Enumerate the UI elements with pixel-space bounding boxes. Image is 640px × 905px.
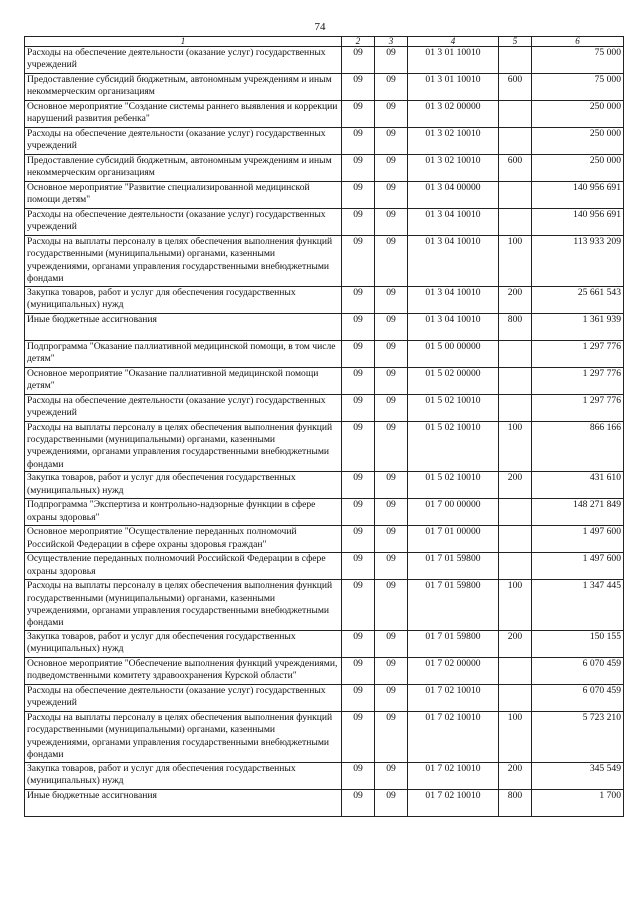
table-row bbox=[25, 394, 624, 421]
table-row bbox=[25, 711, 624, 762]
row-subsection-cell: 09 bbox=[375, 684, 408, 711]
row-amount-cell: 1 497 600 bbox=[532, 526, 624, 553]
row-name-cell: Осуществление переданных полномочий Российской Федерации в сфере охраны здоровья bbox=[25, 553, 342, 580]
table-row bbox=[25, 155, 624, 182]
row-expense-type-cell bbox=[499, 47, 532, 74]
row-subsection-cell: 09 bbox=[375, 657, 408, 684]
row-section-cell: 09 bbox=[342, 74, 375, 101]
column-header-target-article: 4 bbox=[408, 37, 499, 47]
row-expense-type-cell bbox=[499, 553, 532, 580]
row-expense-type-cell bbox=[499, 101, 532, 128]
row-expense-type-cell bbox=[499, 684, 532, 711]
table-row bbox=[25, 684, 624, 711]
row-amount-cell: 113 933 209 bbox=[532, 236, 624, 287]
row-expense-type-cell: 200 bbox=[499, 630, 532, 657]
row-name-cell: Закупка товаров, работ и услуг для обеспечения государственных (муниципальных) нужд bbox=[25, 286, 342, 313]
row-amount-cell: 1 347 445 bbox=[532, 580, 624, 631]
row-section-cell: 09 bbox=[342, 367, 375, 394]
row-section-cell: 09 bbox=[342, 684, 375, 711]
row-section-cell: 09 bbox=[342, 657, 375, 684]
row-subsection-cell: 09 bbox=[375, 155, 408, 182]
row-amount-cell: 6 070 459 bbox=[532, 684, 624, 711]
row-section-cell: 09 bbox=[342, 209, 375, 236]
row-target-article-cell: 01 7 02 00000 bbox=[408, 657, 499, 684]
row-amount-cell: 1 297 776 bbox=[532, 367, 624, 394]
row-name-cell: Иные бюджетные ассигнования bbox=[25, 789, 342, 816]
row-subsection-cell: 09 bbox=[375, 711, 408, 762]
row-section-cell: 09 bbox=[342, 236, 375, 287]
row-name-cell: Подпрограмма "Оказание паллиативной медицинской помощи, в том числе детям" bbox=[25, 340, 342, 367]
row-subsection-cell: 09 bbox=[375, 394, 408, 421]
row-subsection-cell: 09 bbox=[375, 762, 408, 789]
column-header-section: 2 bbox=[342, 37, 375, 47]
row-section-cell: 09 bbox=[342, 394, 375, 421]
row-target-article-cell: 01 7 01 00000 bbox=[408, 526, 499, 553]
row-name-cell: Основное мероприятие "Оказание паллиативной медицинской помощи детям" bbox=[25, 367, 342, 394]
table-row bbox=[25, 313, 624, 340]
row-name-cell: Подпрограмма "Экспертиза и контрольно-надзорные функции в сфере охраны здоровья" bbox=[25, 499, 342, 526]
row-target-article-cell: 01 3 01 10010 bbox=[408, 74, 499, 101]
row-expense-type-cell: 100 bbox=[499, 580, 532, 631]
row-expense-type-cell: 600 bbox=[499, 155, 532, 182]
row-section-cell: 09 bbox=[342, 47, 375, 74]
row-expense-type-cell: 100 bbox=[499, 711, 532, 762]
row-section-cell: 09 bbox=[342, 762, 375, 789]
table-header-row bbox=[25, 37, 624, 47]
row-name-cell: Закупка товаров, работ и услуг для обеспечения государственных (муниципальных) нужд bbox=[25, 762, 342, 789]
row-subsection-cell: 09 bbox=[375, 313, 408, 340]
row-name-cell: Расходы на обеспечение деятельности (оказание услуг) государственных учреждений bbox=[25, 394, 342, 421]
row-name-cell: Расходы на выплаты персоналу в целях обеспечения выполнения функций государственными (муниципальными) органами, казенными учреждениями, органами управления государственными внебюджетными фондами bbox=[25, 421, 342, 472]
row-amount-cell: 1 497 600 bbox=[532, 553, 624, 580]
row-expense-type-cell bbox=[499, 182, 532, 209]
row-target-article-cell: 01 3 04 00000 bbox=[408, 182, 499, 209]
row-subsection-cell: 09 bbox=[375, 182, 408, 209]
row-amount-cell: 345 549 bbox=[532, 762, 624, 789]
row-subsection-cell: 09 bbox=[375, 74, 408, 101]
row-subsection-cell: 09 bbox=[375, 630, 408, 657]
row-subsection-cell: 09 bbox=[375, 499, 408, 526]
row-amount-cell: 75 000 bbox=[532, 74, 624, 101]
row-amount-cell: 5 723 210 bbox=[532, 711, 624, 762]
row-subsection-cell: 09 bbox=[375, 209, 408, 236]
row-target-article-cell: 01 3 02 10010 bbox=[408, 128, 499, 155]
row-expense-type-cell bbox=[499, 367, 532, 394]
table-row bbox=[25, 182, 624, 209]
row-subsection-cell: 09 bbox=[375, 128, 408, 155]
table-row bbox=[25, 236, 624, 287]
row-subsection-cell: 09 bbox=[375, 286, 408, 313]
row-section-cell: 09 bbox=[342, 286, 375, 313]
row-amount-cell: 25 661 543 bbox=[532, 286, 624, 313]
row-amount-cell: 140 956 691 bbox=[532, 209, 624, 236]
row-amount-cell: 140 956 691 bbox=[532, 182, 624, 209]
row-subsection-cell: 09 bbox=[375, 367, 408, 394]
row-expense-type-cell: 800 bbox=[499, 313, 532, 340]
row-section-cell: 09 bbox=[342, 553, 375, 580]
row-subsection-cell: 09 bbox=[375, 553, 408, 580]
row-amount-cell: 6 070 459 bbox=[532, 657, 624, 684]
row-expense-type-cell bbox=[499, 526, 532, 553]
row-amount-cell: 250 000 bbox=[532, 128, 624, 155]
row-target-article-cell: 01 7 02 10010 bbox=[408, 684, 499, 711]
row-subsection-cell: 09 bbox=[375, 101, 408, 128]
row-section-cell: 09 bbox=[342, 182, 375, 209]
row-target-article-cell: 01 3 04 10010 bbox=[408, 236, 499, 287]
row-subsection-cell: 09 bbox=[375, 789, 408, 816]
table-row bbox=[25, 762, 624, 789]
row-amount-cell: 866 166 bbox=[532, 421, 624, 472]
column-header-name: 1 bbox=[25, 37, 342, 47]
row-amount-cell: 1 297 776 bbox=[532, 340, 624, 367]
row-name-cell: Иные бюджетные ассигнования bbox=[25, 313, 342, 340]
row-amount-cell: 250 000 bbox=[532, 101, 624, 128]
row-section-cell: 09 bbox=[342, 526, 375, 553]
budget-table bbox=[24, 36, 624, 817]
row-expense-type-cell: 800 bbox=[499, 789, 532, 816]
table-row bbox=[25, 580, 624, 631]
row-target-article-cell: 01 7 01 59800 bbox=[408, 630, 499, 657]
row-name-cell: Закупка товаров, работ и услуг для обеспечения государственных (муниципальных) нужд bbox=[25, 472, 342, 499]
row-amount-cell: 1 297 776 bbox=[532, 394, 624, 421]
row-amount-cell: 1 361 939 bbox=[532, 313, 624, 340]
row-expense-type-cell bbox=[499, 499, 532, 526]
row-amount-cell: 75 000 bbox=[532, 47, 624, 74]
column-header-subsection: 3 bbox=[375, 37, 408, 47]
row-target-article-cell: 01 3 02 10010 bbox=[408, 155, 499, 182]
row-subsection-cell: 09 bbox=[375, 340, 408, 367]
row-section-cell: 09 bbox=[342, 630, 375, 657]
row-target-article-cell: 01 5 02 10010 bbox=[408, 421, 499, 472]
row-section-cell: 09 bbox=[342, 472, 375, 499]
row-target-article-cell: 01 3 02 00000 bbox=[408, 101, 499, 128]
table-row bbox=[25, 340, 624, 367]
row-section-cell: 09 bbox=[342, 421, 375, 472]
row-target-article-cell: 01 3 04 10010 bbox=[408, 209, 499, 236]
table-row bbox=[25, 789, 624, 816]
table-row bbox=[25, 47, 624, 74]
row-subsection-cell: 09 bbox=[375, 47, 408, 74]
row-expense-type-cell bbox=[499, 209, 532, 236]
row-name-cell: Расходы на обеспечение деятельности (оказание услуг) государственных учреждений bbox=[25, 128, 342, 155]
table-row bbox=[25, 209, 624, 236]
row-name-cell: Расходы на выплаты персоналу в целях обеспечения выполнения функций государственными (муниципальными) органами, казенными учреждениями, органами управления государственными внебюджетными фондами bbox=[25, 236, 342, 287]
row-target-article-cell: 01 3 01 10010 bbox=[408, 47, 499, 74]
row-name-cell: Основное мероприятие "Развитие специализированной медицинской помощи детям" bbox=[25, 182, 342, 209]
table-row bbox=[25, 472, 624, 499]
row-amount-cell: 150 155 bbox=[532, 630, 624, 657]
column-header-amount: 6 bbox=[532, 37, 624, 47]
row-name-cell: Основное мероприятие "Осуществление переданных полномочий Российской Федерации в сфере охраны здоровья граждан" bbox=[25, 526, 342, 553]
row-section-cell: 09 bbox=[342, 789, 375, 816]
row-section-cell: 09 bbox=[342, 340, 375, 367]
page-number: 74 bbox=[314, 21, 326, 33]
row-target-article-cell: 01 5 02 00000 bbox=[408, 367, 499, 394]
row-amount-cell: 1 700 bbox=[532, 789, 624, 816]
row-name-cell: Закупка товаров, работ и услуг для обеспечения государственных (муниципальных) нужд bbox=[25, 630, 342, 657]
row-name-cell: Расходы на выплаты персоналу в целях обеспечения выполнения функций государственными (муниципальными) органами, казенными учреждениями, органами управления государственными внебюджетными фондами bbox=[25, 711, 342, 762]
row-subsection-cell: 09 bbox=[375, 472, 408, 499]
row-expense-type-cell: 200 bbox=[499, 286, 532, 313]
row-name-cell: Расходы на обеспечение деятельности (оказание услуг) государственных учреждений bbox=[25, 684, 342, 711]
row-target-article-cell: 01 5 00 00000 bbox=[408, 340, 499, 367]
row-name-cell: Расходы на обеспечение деятельности (оказание услуг) государственных учреждений bbox=[25, 209, 342, 236]
row-section-cell: 09 bbox=[342, 499, 375, 526]
table-row bbox=[25, 499, 624, 526]
row-amount-cell: 148 271 849 bbox=[532, 499, 624, 526]
row-section-cell: 09 bbox=[342, 101, 375, 128]
table-row bbox=[25, 128, 624, 155]
row-target-article-cell: 01 3 04 10010 bbox=[408, 313, 499, 340]
table-row bbox=[25, 286, 624, 313]
table-row bbox=[25, 630, 624, 657]
row-target-article-cell: 01 7 01 59800 bbox=[408, 580, 499, 631]
row-section-cell: 09 bbox=[342, 711, 375, 762]
row-amount-cell: 250 000 bbox=[532, 155, 624, 182]
column-header-expense-type: 5 bbox=[499, 37, 532, 47]
row-target-article-cell: 01 5 02 10010 bbox=[408, 394, 499, 421]
row-name-cell: Расходы на выплаты персоналу в целях обеспечения выполнения функций государственными (муниципальными) органами, казенными учреждениями, органами управления государственными внебюджетными фондами bbox=[25, 580, 342, 631]
row-name-cell: Основное мероприятие "Создание системы раннего выявления и коррекции нарушений развития ребенка" bbox=[25, 101, 342, 128]
row-target-article-cell: 01 7 02 10010 bbox=[408, 762, 499, 789]
row-target-article-cell: 01 5 02 10010 bbox=[408, 472, 499, 499]
table-row bbox=[25, 421, 624, 472]
row-section-cell: 09 bbox=[342, 313, 375, 340]
row-expense-type-cell: 100 bbox=[499, 421, 532, 472]
row-target-article-cell: 01 7 00 00000 bbox=[408, 499, 499, 526]
row-name-cell: Предоставление субсидий бюджетным, автономным учреждениям и иным некоммерческим организациям bbox=[25, 74, 342, 101]
table-row bbox=[25, 367, 624, 394]
row-name-cell: Основное мероприятие "Обеспечение выполнения функций учреждениями, подведомственными комитету здравоохранения Курской области" bbox=[25, 657, 342, 684]
row-target-article-cell: 01 7 02 10010 bbox=[408, 789, 499, 816]
table-row bbox=[25, 74, 624, 101]
row-target-article-cell: 01 3 04 10010 bbox=[408, 286, 499, 313]
table-row bbox=[25, 101, 624, 128]
row-target-article-cell: 01 7 01 59800 bbox=[408, 553, 499, 580]
row-target-article-cell: 01 7 02 10010 bbox=[408, 711, 499, 762]
row-expense-type-cell bbox=[499, 657, 532, 684]
row-expense-type-cell bbox=[499, 340, 532, 367]
row-expense-type-cell: 600 bbox=[499, 74, 532, 101]
row-expense-type-cell: 100 bbox=[499, 236, 532, 287]
table-row bbox=[25, 526, 624, 553]
row-expense-type-cell bbox=[499, 394, 532, 421]
row-expense-type-cell: 200 bbox=[499, 762, 532, 789]
row-expense-type-cell bbox=[499, 128, 532, 155]
row-name-cell: Расходы на обеспечение деятельности (оказание услуг) государственных учреждений bbox=[25, 47, 342, 74]
table-row bbox=[25, 553, 624, 580]
row-name-cell: Предоставление субсидий бюджетным, автономным учреждениям и иным некоммерческим организациям bbox=[25, 155, 342, 182]
table-row bbox=[25, 657, 624, 684]
row-subsection-cell: 09 bbox=[375, 580, 408, 631]
row-subsection-cell: 09 bbox=[375, 421, 408, 472]
row-expense-type-cell: 200 bbox=[499, 472, 532, 499]
row-section-cell: 09 bbox=[342, 580, 375, 631]
row-section-cell: 09 bbox=[342, 155, 375, 182]
row-subsection-cell: 09 bbox=[375, 236, 408, 287]
row-amount-cell: 431 610 bbox=[532, 472, 624, 499]
row-section-cell: 09 bbox=[342, 128, 375, 155]
row-subsection-cell: 09 bbox=[375, 526, 408, 553]
